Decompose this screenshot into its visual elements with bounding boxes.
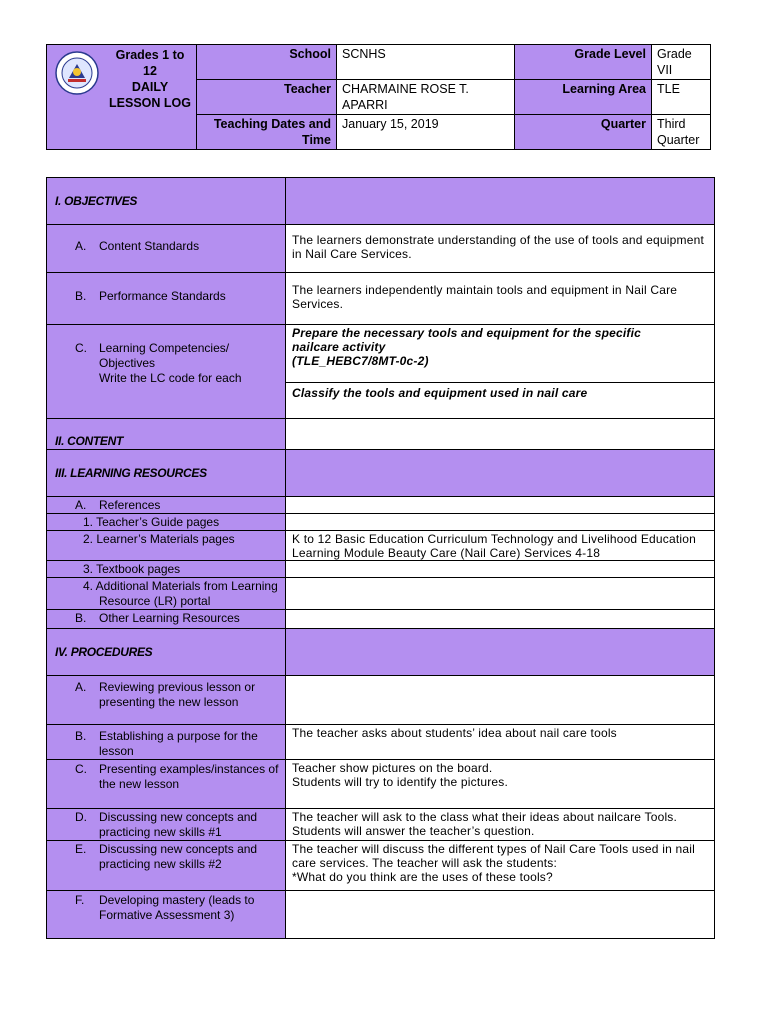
lesson-log-table xyxy=(46,177,715,939)
competency-objective-1: Prepare the necessary tools and equipment for the specific nailcare activity (TLE_HEBC7/8MT-0c-2) xyxy=(292,326,642,368)
procedure-label: Presenting examples/instances of the new lesson xyxy=(99,762,279,791)
textbook-row xyxy=(47,561,715,578)
procedure-row: E. Discussing new concepts and practicing new skills #2 The teacher will discuss the different types of Nail Care Tools used in nail care services. The teacher will ask the students: *What do you think are the uses of these tools? xyxy=(47,841,715,891)
content-heading: II. CONTENT xyxy=(47,419,286,450)
textbook-label: 3. Textbook pages xyxy=(83,562,181,576)
references-row: A. References xyxy=(47,497,715,514)
procedure-row: F. Developing mastery (leads to Formative Assessment 3) xyxy=(47,891,715,939)
procedure-value: Teacher show pictures on the board. Students will try to identify the pictures. xyxy=(292,761,509,789)
procedure-label: Discussing new concepts and practicing new skills #1 xyxy=(99,810,258,839)
teaching-dates-label: Teaching Dates and Time xyxy=(197,115,337,150)
procedure-label: Developing mastery (leads to Formative Assessment 3) xyxy=(99,893,255,922)
procedure-value xyxy=(286,891,714,895)
procedure-label: Discussing new concepts and practicing new skills #2 xyxy=(99,842,258,871)
grade-level-value: Grade VII xyxy=(652,45,711,80)
grade-level-label: Grade Level xyxy=(515,45,652,80)
performance-standards-label: Performance Standards xyxy=(99,289,226,303)
learning-area-label: Learning Area xyxy=(515,80,652,115)
objectives-heading: I. OBJECTIVES xyxy=(47,178,286,225)
procedure-label: Reviewing previous lesson or presenting the new lesson xyxy=(99,680,256,709)
logo-title-cell xyxy=(47,45,197,150)
procedure-value: The teacher will ask to the class what their ideas about nailcare Tools. Students will answer the teacher’s question. xyxy=(292,810,678,838)
header-table xyxy=(46,44,711,150)
content-standards-value: The learners demonstrate understanding of the use of tools and equipment in Nail Care Services. xyxy=(292,233,704,261)
procedures-row xyxy=(47,629,715,676)
additional-materials-row xyxy=(47,578,715,610)
content-row xyxy=(47,419,715,450)
deped-seal-icon xyxy=(55,51,99,95)
competency-objective-2: Classify the tools and equipment used in nail care xyxy=(286,382,714,400)
school-label: School xyxy=(197,45,337,80)
competencies-label: Learning Competencies/ Objectives Write the LC code for each xyxy=(99,341,242,385)
learners-materials-row xyxy=(47,531,715,561)
procedure-row: B. Establishing a purpose for the lesson The teacher asks about students’ idea about nail care tools xyxy=(47,725,715,760)
learners-materials-label: 2. Learner’s Materials pages xyxy=(83,532,235,546)
performance-standards-row: B. Performance Standards The learners independently maintain tools and equipment in Nail Care Services. xyxy=(47,273,715,325)
performance-standards-value: The learners independently maintain tools and equipment in Nail Care Services. xyxy=(292,283,678,311)
content-value xyxy=(286,419,715,450)
content-standards-row: A. Content Standards The learners demonstrate understanding of the use of tools and equipment in Nail Care Services. xyxy=(47,225,715,273)
procedure-value: The teacher will discuss the different types of Nail Care Tools used in nail care services. The teacher will ask the students: *What do you think are the uses of these tools? xyxy=(292,842,695,884)
learners-materials-value: K to 12 Basic Education Curriculum Technology and Livelihood Education Learning Module Beauty Care (Nail Care) Services 4-18 xyxy=(292,532,697,560)
additional-materials-label: 4. Additional Materials from Learning Resource (LR) portal xyxy=(83,579,278,608)
resources-row xyxy=(47,450,715,497)
objectives-row xyxy=(47,178,715,225)
procedure-row: D. Discussing new concepts and practicing new skills #1 The teacher will ask to the class what their ideas about nailcare Tools. Students will answer the teacher’s question. xyxy=(47,809,715,841)
teachers-guide-label: 1. Teacher’s Guide pages xyxy=(83,515,220,529)
resources-heading: III. LEARNING RESOURCES xyxy=(47,450,286,497)
other-resources-row: B. Other Learning Resources xyxy=(47,610,715,629)
teachers-guide-row xyxy=(47,514,715,531)
teaching-dates-value: January 15, 2019 xyxy=(337,115,515,150)
teacher-label: Teacher xyxy=(197,80,337,115)
teacher-value: CHARMAINE ROSE T. APARRI xyxy=(337,80,515,115)
school-value: SCNHS xyxy=(337,45,515,80)
dll-title: Grades 1 to 12 DAILY LESSON LOG xyxy=(109,48,191,110)
procedure-value: The teacher asks about students’ idea about nail care tools xyxy=(292,726,617,740)
other-resources-label: Other Learning Resources xyxy=(99,611,240,625)
procedure-label: Establishing a purpose for the lesson xyxy=(99,729,258,758)
procedure-row: A. Reviewing previous lesson or presenting the new lesson xyxy=(47,676,715,725)
competencies-row: C. Learning Competencies/ Objectives Write the LC code for each Prepare the necessary tools and equipment for the specific nailcare activity (TLE_HEBC7/8MT-0c-2) Classify the tools and equipment used in nail care xyxy=(47,325,715,419)
quarter-value: Third Quarter xyxy=(652,115,711,150)
content-standards-label: Content Standards xyxy=(99,239,200,253)
references-label: References xyxy=(99,498,161,512)
procedure-value xyxy=(286,676,714,680)
procedure-row: C. Presenting examples/instances of the new lesson Teacher show pictures on the board. Students will try to identify the pictures. xyxy=(47,760,715,809)
learning-area-value: TLE xyxy=(652,80,711,115)
quarter-label: Quarter xyxy=(515,115,652,150)
procedures-heading: IV. PROCEDURES xyxy=(47,629,286,676)
